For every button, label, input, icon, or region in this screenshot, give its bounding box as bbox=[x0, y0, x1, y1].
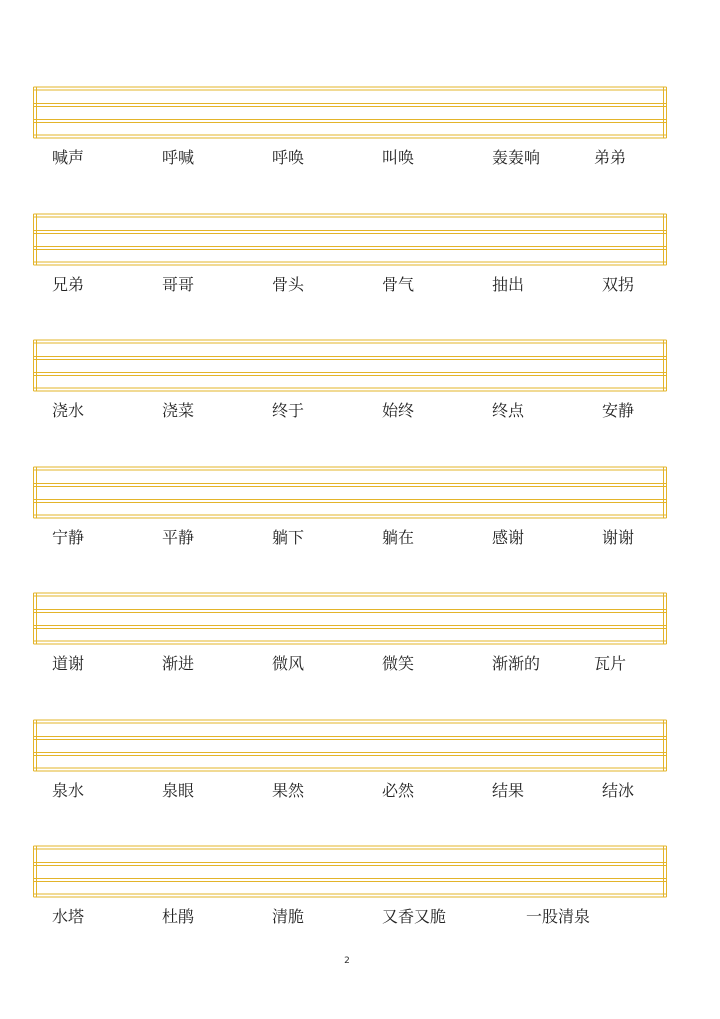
vocab-word: 必然 bbox=[382, 781, 415, 800]
practice-row-2 bbox=[0, 213, 720, 313]
vocab-word: 渐进 bbox=[162, 654, 195, 673]
vocab-word: 道谢 bbox=[52, 654, 85, 673]
pinyin-writing-lines bbox=[33, 86, 667, 139]
pinyin-lines-graphic bbox=[33, 213, 667, 266]
vocab-word: 果然 bbox=[272, 781, 305, 800]
vocab-word: 谢谢 bbox=[602, 528, 635, 547]
vocab-word: 泉眼 bbox=[162, 781, 195, 800]
practice-row-4 bbox=[0, 466, 720, 566]
vocab-word: 轰轰响 bbox=[492, 148, 541, 167]
vocab-word: 安静 bbox=[602, 401, 635, 420]
pinyin-writing-lines bbox=[33, 592, 667, 645]
pinyin-writing-lines bbox=[33, 719, 667, 772]
vocab-word: 呼喊 bbox=[162, 148, 195, 167]
practice-row-5 bbox=[0, 592, 720, 692]
vocab-word: 一股清泉 bbox=[526, 907, 591, 926]
vocab-word: 抽出 bbox=[492, 275, 525, 294]
vocab-word: 渐渐的 bbox=[492, 654, 541, 673]
vocab-word: 感谢 bbox=[492, 528, 525, 547]
vocab-word: 又香又脆 bbox=[382, 907, 447, 926]
vocab-word: 躺下 bbox=[272, 528, 305, 547]
vocab-word: 终点 bbox=[492, 401, 525, 420]
pinyin-lines-graphic bbox=[33, 592, 667, 645]
pinyin-lines-graphic bbox=[33, 339, 667, 392]
vocab-word: 结冰 bbox=[602, 781, 635, 800]
vocab-word: 浇水 bbox=[52, 401, 85, 420]
vocab-word: 结果 bbox=[492, 781, 525, 800]
vocab-word: 终于 bbox=[272, 401, 305, 420]
vocab-word: 兄弟 bbox=[52, 275, 85, 294]
vocab-word: 躺在 bbox=[382, 528, 415, 547]
vocab-word: 哥哥 bbox=[162, 275, 195, 294]
pinyin-writing-lines bbox=[33, 339, 667, 392]
pinyin-lines-graphic bbox=[33, 86, 667, 139]
vocab-word: 泉水 bbox=[52, 781, 85, 800]
vocab-word: 水塔 bbox=[52, 907, 85, 926]
vocab-word: 弟弟 bbox=[594, 148, 627, 167]
practice-row-6 bbox=[0, 719, 720, 819]
pinyin-writing-lines bbox=[33, 845, 667, 898]
vocab-word: 喊声 bbox=[52, 148, 85, 167]
vocab-word: 浇菜 bbox=[162, 401, 195, 420]
vocab-word: 微笑 bbox=[382, 654, 415, 673]
pinyin-writing-lines bbox=[33, 466, 667, 519]
vocab-word: 瓦片 bbox=[594, 654, 627, 673]
vocab-word: 骨气 bbox=[382, 275, 415, 294]
vocab-word: 呼唤 bbox=[272, 148, 305, 167]
pinyin-lines-graphic bbox=[33, 466, 667, 519]
vocab-word: 骨头 bbox=[272, 275, 305, 294]
vocab-word: 宁静 bbox=[52, 528, 85, 547]
vocab-word: 双拐 bbox=[602, 275, 635, 294]
vocab-word: 叫唤 bbox=[382, 148, 415, 167]
vocab-word: 平静 bbox=[162, 528, 195, 547]
practice-row-7 bbox=[0, 845, 720, 945]
pinyin-lines-graphic bbox=[33, 719, 667, 772]
vocab-word: 微风 bbox=[272, 654, 305, 673]
practice-row-1 bbox=[0, 86, 720, 186]
practice-row-3 bbox=[0, 339, 720, 439]
page-number: 2 bbox=[344, 956, 350, 966]
pinyin-writing-lines bbox=[33, 213, 667, 266]
pinyin-lines-graphic bbox=[33, 845, 667, 898]
vocab-word: 始终 bbox=[382, 401, 415, 420]
vocab-word: 杜鹃 bbox=[162, 907, 195, 926]
vocab-word: 清脆 bbox=[272, 907, 305, 926]
